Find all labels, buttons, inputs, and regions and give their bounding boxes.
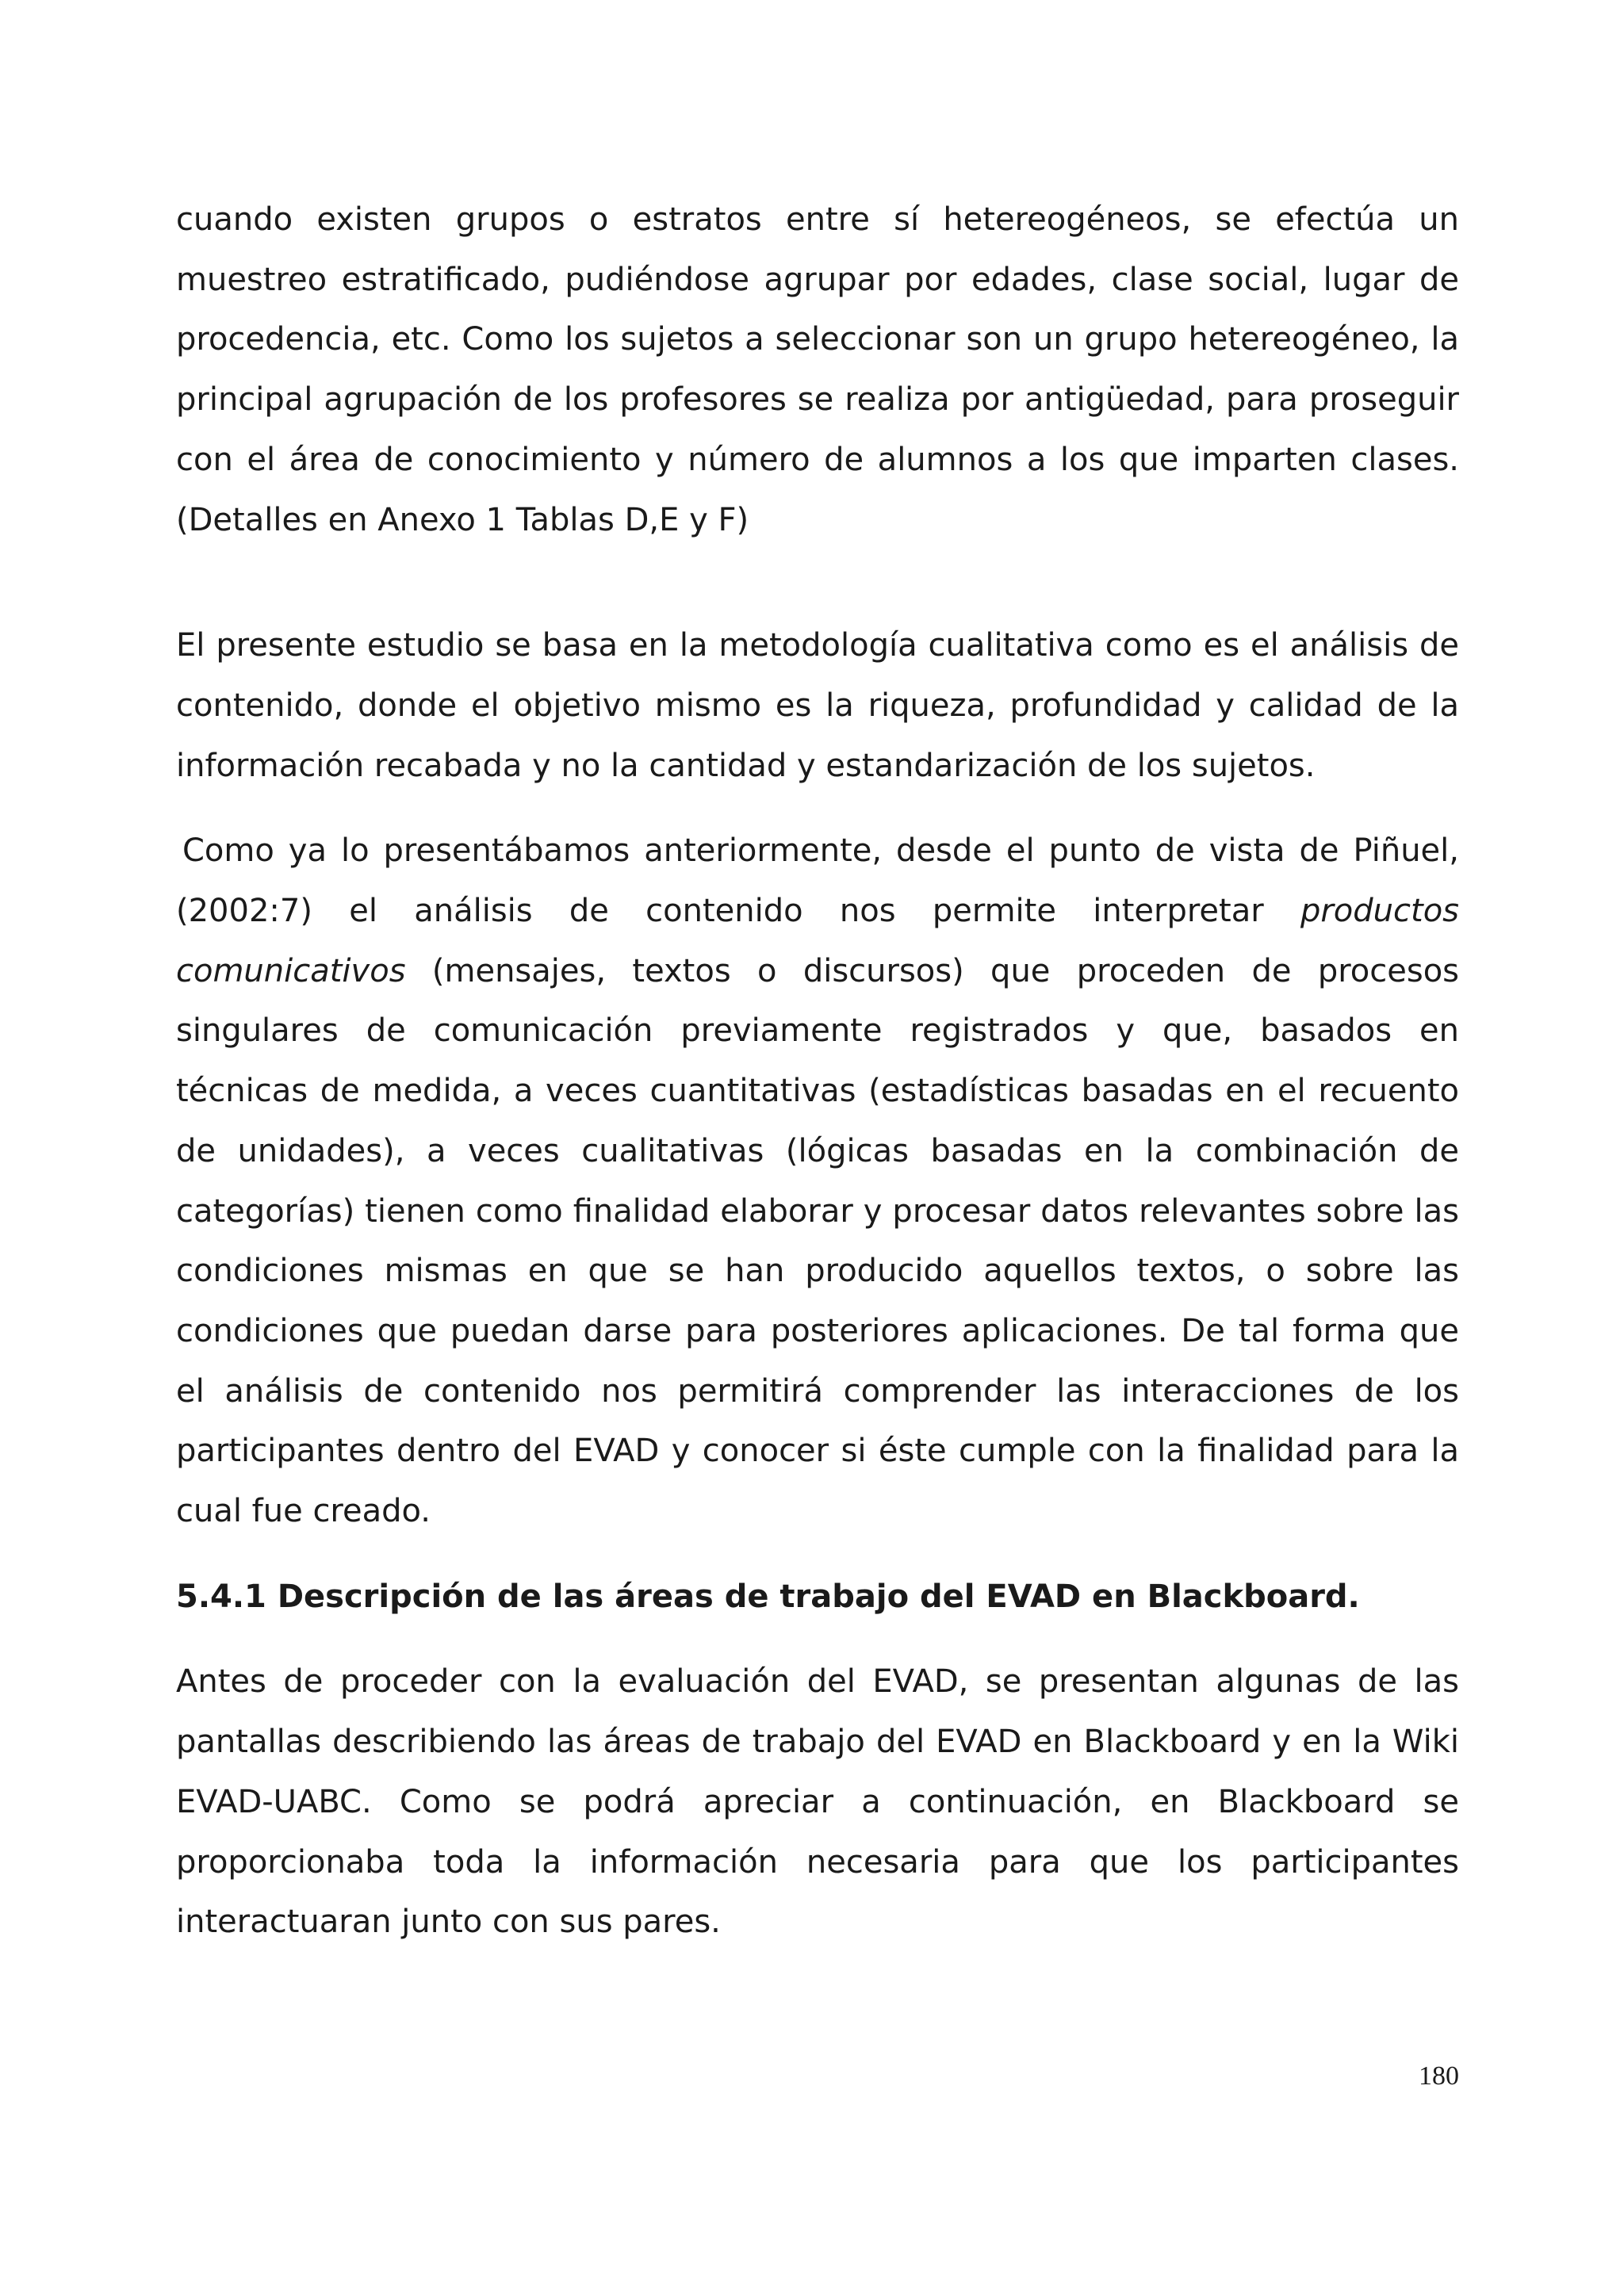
document-body <box>176 190 1459 1953</box>
paragraph-methodology: El presente estudio se basa en la metodología cualitativa como es el análisis de contenido, donde el objetivo mismo es la riqueza, profundidad y calidad de la información recabada y no la cantidad y estandarización de los sujetos. <box>176 627 1459 784</box>
section-heading: 5.4.1 Descripción de las áreas de trabajo del EVAD en Blackboard. <box>176 1578 1360 1615</box>
paragraph-text-before-italic: Como ya lo presentábamos anteriormente, desde el punto de vista de Piñuel, (2002:7) el análisis de contenido nos permite interpretar <box>176 832 1459 930</box>
page-number: 180 <box>1419 2061 1459 2091</box>
paragraph-sampling: cuando existen grupos o estratos entre sí hetereogéneos, se efectúa un muestreo estratificado, pudiéndose agrupar por edades, clase social, lugar de procedencia, etc. Como los sujetos a seleccionar son un grupo hetereogéneo, la principal agrupación de los profesores se realiza por antigüedad, para proseguir con el área de conocimiento y número de alumnos a los que imparten clases. (Detalles en Anexo 1 Tablas D,E y F) <box>176 201 1459 538</box>
paragraph-content-analysis <box>176 821 1459 1541</box>
paragraph-blackboard-intro: Antes de proceder con la evaluación del EVAD, se presentan algunas de las pantallas describiendo las áreas de trabajo del EVAD en Blackboard y en la Wiki EVAD-UABC. Como se podrá apreciar a continuación, en Blackboard se proporcionaba toda la información necesaria para que los participantes interactuaran junto con sus pares. <box>176 1663 1459 1941</box>
italic-term: productos comunicativos <box>176 893 1460 989</box>
paragraph-text-after-italic: (mensajes, textos o discursos) que proceden de procesos singulares de comunicación previamente registrados y que, basados en técnicas de medida, a veces cuantitativas (estadísticas basadas en el recuento de unidades), a veces cualitativas (lógicas basadas en la combinación de categorías) tienen como finalidad elaborar y procesar datos relevantes sobre las condiciones mismas en que se han producido aquellos textos, o sobre las condiciones que puedan darse para posteriores aplicaciones. De tal forma que el análisis de contenido nos permitirá comprender las interacciones de los participantes dentro del EVAD y conocer si éste cumple con la finalidad para la cual fue creado. <box>176 952 1460 1530</box>
